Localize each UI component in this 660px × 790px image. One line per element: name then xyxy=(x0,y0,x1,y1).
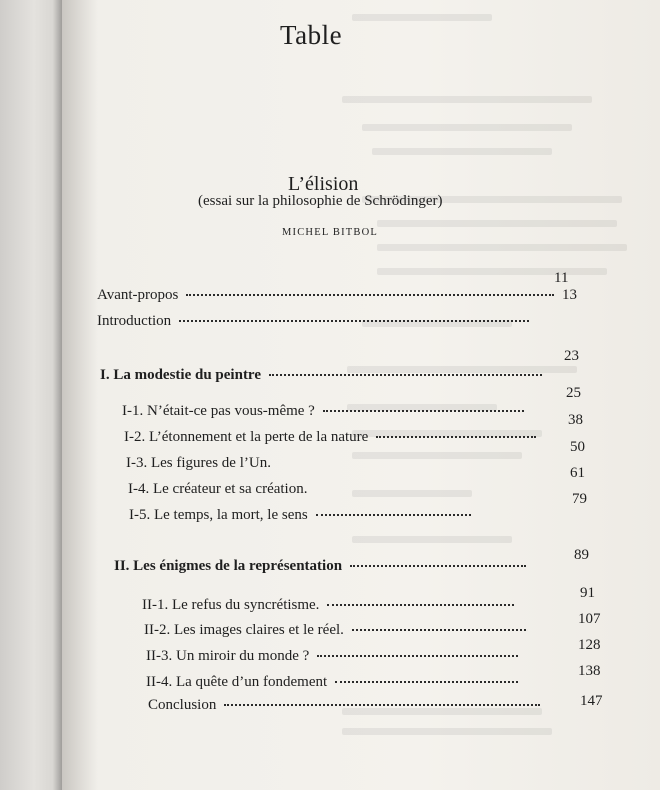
toc-page-number: 23 xyxy=(564,348,579,364)
toc-entry-introduction[interactable] xyxy=(97,313,537,337)
dot-leader xyxy=(316,513,471,516)
toc-label: II-3. Un miroir du monde ? xyxy=(146,648,310,664)
toc-entry-conclusion[interactable] xyxy=(148,697,548,721)
toc-page-number: 79 xyxy=(572,491,587,507)
toc-entry-ii-3[interactable] xyxy=(146,648,526,672)
toc-page-number: 128 xyxy=(578,637,601,653)
toc-page-number: 38 xyxy=(568,412,583,428)
dot-leader xyxy=(269,373,542,376)
toc-page-number: 147 xyxy=(580,693,603,709)
toc-page-number: 25 xyxy=(566,385,581,401)
right-page xyxy=(62,0,660,790)
essay-title: L’élision xyxy=(288,173,359,195)
toc-page-number: 138 xyxy=(578,663,601,679)
toc-entry-part-2[interactable] xyxy=(114,558,534,582)
toc-label: I-4. Le créateur et sa création. xyxy=(128,481,308,497)
dot-leader xyxy=(352,628,526,631)
dot-leader xyxy=(186,293,554,296)
toc-page-number: 89 xyxy=(574,547,589,563)
toc-label: II. Les énigmes de la représentation xyxy=(114,558,343,574)
toc-label: Conclusion xyxy=(148,697,217,713)
toc-label: I-1. N’était-ce pas vous-même ? xyxy=(122,403,315,419)
dot-leader xyxy=(376,435,536,438)
toc-page-number: 107 xyxy=(578,611,601,627)
toc-label: II-4. La quête d’un fondement xyxy=(146,674,328,690)
toc-entry-ii-4[interactable] xyxy=(146,674,526,698)
toc-entry-i-4[interactable] xyxy=(128,481,368,505)
dot-leader xyxy=(224,703,540,706)
toc-label: I. La modestie du peintre xyxy=(100,367,261,383)
toc-label: I-2. L’étonnement et la perte de la nature xyxy=(124,429,369,445)
dot-leader xyxy=(335,680,518,683)
toc-label: I-3. Les figures de l’Un. xyxy=(126,455,271,471)
dot-leader xyxy=(317,654,518,657)
toc-label: Avant-propos xyxy=(97,287,179,303)
toc-entry-ii-1[interactable] xyxy=(142,597,522,621)
left-page-edge xyxy=(0,0,62,790)
dot-leader xyxy=(179,319,529,322)
toc-label: Introduction xyxy=(97,313,172,329)
toc-page-number: 61 xyxy=(570,465,585,481)
dot-leader xyxy=(323,409,524,412)
toc-page-number: 50 xyxy=(570,439,585,455)
toc-entry-avant-propos[interactable] xyxy=(97,287,577,311)
toc-page-number: 91 xyxy=(580,585,595,601)
toc-entry-ii-2[interactable] xyxy=(144,622,534,646)
essay-subtitle: (essai sur la philosophie de Schrödinger) xyxy=(198,193,443,209)
author-name: MICHEL BITBOL xyxy=(282,227,378,238)
toc-entry-i-1[interactable] xyxy=(122,403,532,427)
toc-page-number: 13 xyxy=(562,287,577,303)
toc-entry-part-1[interactable] xyxy=(100,367,550,391)
toc-label: II-1. Le refus du syncrétisme. xyxy=(142,597,320,613)
dot-leader xyxy=(327,603,514,606)
page-title: Table xyxy=(280,20,343,50)
toc-entry-i-5[interactable] xyxy=(129,507,479,531)
toc-entry-i-3[interactable] xyxy=(126,455,346,479)
toc-entry-i-2[interactable] xyxy=(124,429,544,453)
page-number: 11 xyxy=(554,270,569,286)
toc-label: I-5. Le temps, la mort, le sens xyxy=(129,507,308,523)
toc-label: II-2. Les images claires et le réel. xyxy=(144,622,344,638)
dot-leader xyxy=(350,564,526,567)
